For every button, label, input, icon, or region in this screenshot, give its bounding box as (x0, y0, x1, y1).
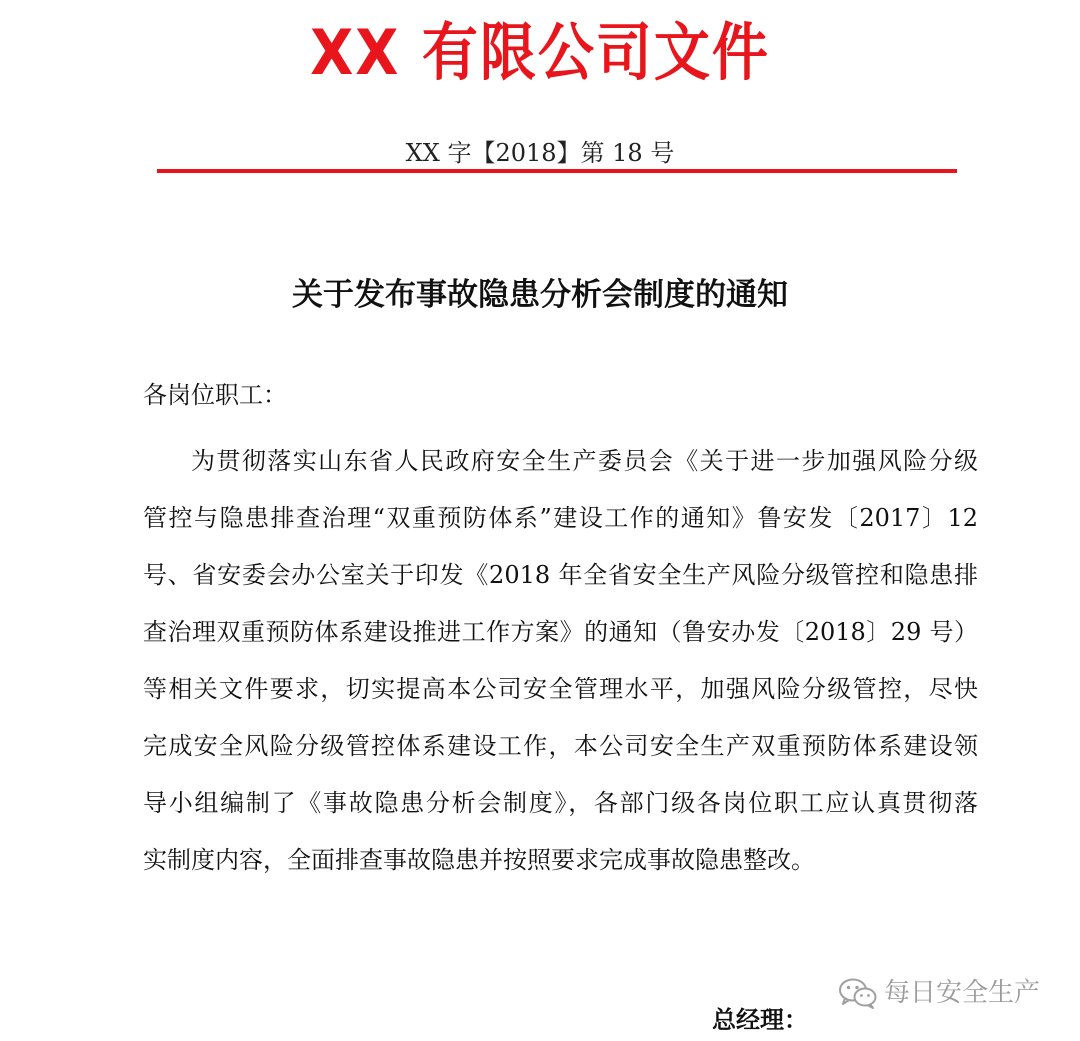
body-line: 号、省安委会办公室关于印发《2018 年全省安全生产风险分级管控和隐患排 (143, 561, 978, 589)
salutation: 各岗位职工： (143, 381, 287, 409)
body-line: 管控与隐患排查治理“双重预防体系”建设工作的通知》鲁安发〔2017〕12 (143, 504, 978, 532)
notice-title: 关于发布事故隐患分析会制度的通知 (292, 277, 788, 313)
document-number: XX 字【2018】第 18 号 (405, 139, 675, 167)
wechat-icon (838, 977, 878, 1009)
body-line: 为贯彻落实山东省人民政府安全生产委员会《关于进一步加强风险分级 (191, 447, 978, 475)
body-line: 查治理双重预防体系建设推进工作方案》的通知（鲁安办发〔2018〕29 号） (143, 618, 978, 646)
notice-body (143, 433, 978, 889)
header-divider (157, 169, 957, 173)
body-line: 等相关文件要求，切实提高本公司安全管理水平，加强风险分级管控，尽快 (143, 675, 978, 703)
watermark-text: 每日安全生产 (884, 978, 1041, 1008)
body-line: 完成安全风险分级管控体系建设工作，本公司安全生产双重预防体系建设领 (143, 732, 978, 760)
body-line: 导小组编制了《事故隐患分析会制度》，各部门级各岗位职工应认真贯彻落 (143, 789, 978, 817)
company-title: XX 有限公司文件 (310, 16, 770, 90)
watermark (838, 976, 1040, 1010)
signature-label: 总经理： (712, 1006, 808, 1034)
body-line: 实制度内容，全面排查事故隐患并按照要求完成事故隐患整改。 (143, 846, 815, 874)
